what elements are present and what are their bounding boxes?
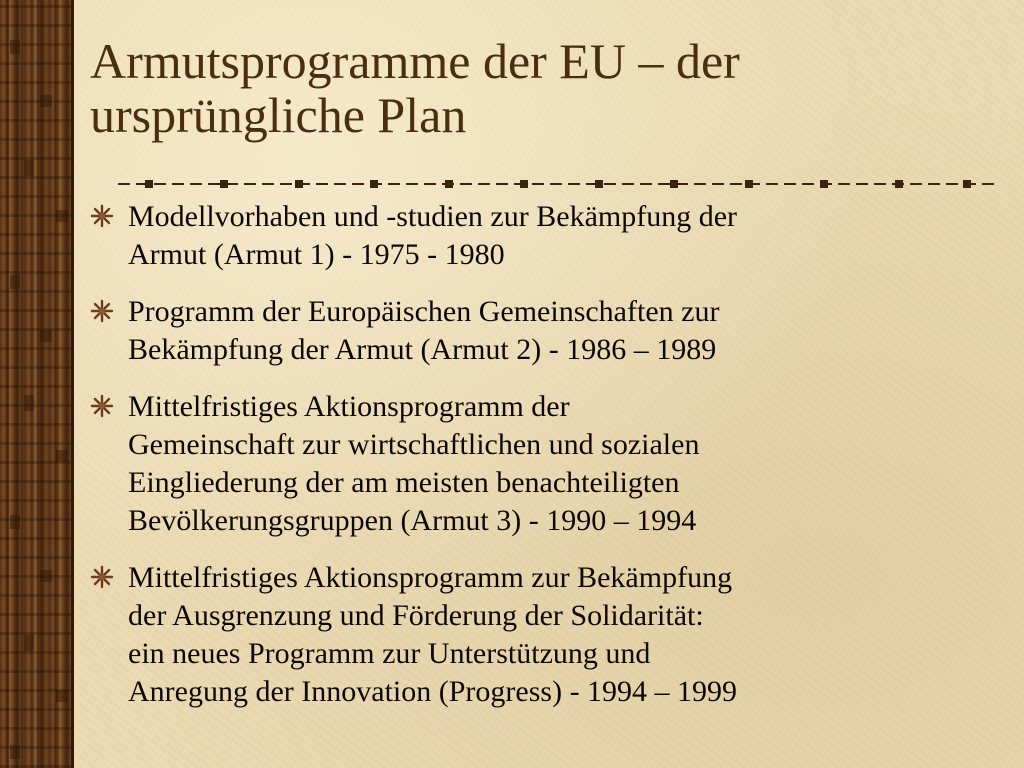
list-item — [88, 293, 968, 369]
starburst-bullet-icon — [90, 299, 114, 323]
dash-dot-separator-icon — [118, 177, 994, 191]
list-item — [88, 198, 968, 274]
starburst-bullet-icon — [90, 204, 114, 228]
bullet-list — [88, 198, 968, 711]
wood-grain-pattern — [0, 0, 74, 768]
bullet-text: Programm der Europäischen Gemeinschaften zur Bekämpfung der Armut (Armut 2) - 1986 – 1989 — [128, 295, 720, 366]
bullet-text: Mittelfristiges Aktionsprogramm der Gemeinschaft zur wirtschaftlichen und sozialen Eingliederung der am meisten benachteiligten Bevölkerungsgruppen (Armut 3) - 1990 – 1994 — [128, 390, 700, 537]
list-item — [88, 559, 968, 711]
starburst-bullet-icon — [90, 565, 114, 589]
starburst-bullet-icon — [90, 394, 114, 418]
list-item — [88, 388, 968, 540]
bullet-text: Modellvorhaben und -studien zur Bekämpfung der Armut (Armut 1) - 1975 - 1980 — [128, 200, 738, 271]
wood-border-strip — [0, 0, 74, 768]
bullet-text: Mittelfristiges Aktionsprogramm zur Bekämpfung der Ausgrenzung und Förderung der Solidarität: ein neues Programm zur Unterstützung und Anregung der Innovation (Progress) - 1994 – 1999 — [128, 561, 738, 708]
slide-title: Armutsprogramme der EU – der ursprüngliche Plan — [90, 33, 740, 143]
